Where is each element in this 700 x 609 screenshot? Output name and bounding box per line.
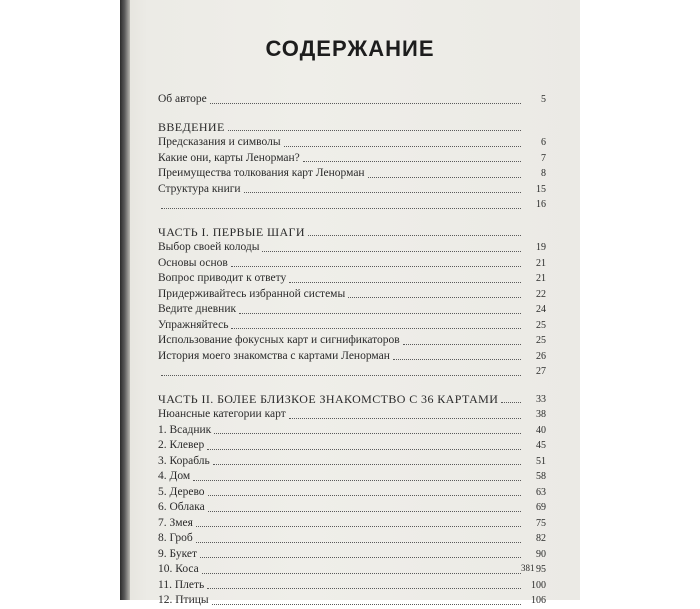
- toc-title: Выбор своей колоды: [158, 241, 260, 253]
- toc-page: 22: [536, 288, 546, 300]
- dot-leader: [208, 495, 521, 496]
- toc-section-title: ВВЕДЕНИЕ: [158, 119, 225, 134]
- toc-row: [158, 469, 546, 485]
- toc-row: [158, 407, 546, 423]
- toc-section-row: [158, 392, 546, 408]
- toc-page: 38: [536, 409, 546, 420]
- toc-row: [158, 135, 546, 151]
- toc-title: Придерживайтесь избранной системы: [158, 287, 346, 300]
- toc-page: 6: [541, 137, 546, 148]
- toc-page: 5: [541, 94, 546, 105]
- toc-page: 15: [536, 183, 546, 195]
- dot-leader: [161, 375, 521, 376]
- toc-page: 58: [536, 471, 546, 482]
- toc-section-row: [158, 120, 546, 136]
- toc-page: 24: [536, 304, 546, 315]
- toc-title: 11. Плеть: [158, 578, 205, 591]
- toc-title: 1. Всадник: [158, 423, 212, 436]
- toc-title: 6. Облака: [158, 501, 205, 513]
- toc-page: 27: [536, 366, 546, 377]
- toc-title: 7. Змея: [158, 516, 193, 529]
- toc-row: [158, 364, 546, 380]
- toc-page: 69: [536, 502, 546, 513]
- toc-title: 4. Дом: [158, 470, 191, 482]
- toc-section-title: ЧАСТЬ I. ПЕРВЫЕ ШАГИ: [158, 224, 305, 239]
- toc-title: 9. Букет: [158, 547, 197, 560]
- dot-leader: [403, 344, 521, 345]
- toc-page: 16: [536, 199, 546, 210]
- toc-page: 51: [536, 455, 546, 467]
- dot-leader: [196, 542, 521, 543]
- toc-section-row: [158, 225, 546, 241]
- dot-leader: [161, 208, 521, 209]
- toc-row: [158, 166, 546, 182]
- dot-leader: [213, 464, 521, 465]
- toc-row: [158, 333, 546, 349]
- page-title: СОДЕРЖАНИЕ: [265, 36, 435, 61]
- toc-row: [158, 92, 546, 108]
- dot-leader: [208, 511, 521, 512]
- toc-page: 33: [536, 393, 546, 405]
- toc-row: [158, 318, 546, 334]
- toc-row: [158, 531, 546, 547]
- dot-leader: [210, 103, 521, 104]
- toc-page: 45: [536, 440, 546, 451]
- toc-title: Структура книги: [158, 182, 241, 195]
- toc-page: 106: [531, 595, 546, 606]
- book-spine-shadow: [120, 0, 130, 600]
- toc-row: [158, 438, 546, 454]
- toc-title: 2. Клевер: [158, 439, 205, 451]
- toc-page: 100: [531, 579, 546, 591]
- toc-row: [158, 256, 546, 272]
- toc-row: [158, 151, 546, 167]
- toc-page: 95: [536, 564, 546, 575]
- toc-title: 12. Птицы: [158, 594, 209, 606]
- toc-row: [158, 240, 546, 256]
- toc-page: 25: [536, 335, 546, 346]
- toc-page: 26: [536, 350, 546, 362]
- toc-title: 10. Коса: [158, 563, 199, 575]
- toc-row: [158, 593, 546, 609]
- toc-title: Ведите дневник: [158, 303, 237, 315]
- toc-row: [158, 271, 546, 287]
- toc-title: 3. Корабль: [158, 454, 210, 467]
- toc-title: Вопрос приводит к ответу: [158, 272, 287, 284]
- toc-row: [158, 562, 546, 578]
- toc-page: 63: [536, 486, 546, 498]
- dot-leader: [284, 146, 521, 147]
- toc-title: Основы основ: [158, 256, 228, 269]
- toc-section-title: ЧАСТЬ II. БОЛЕЕ БЛИЗКОЕ ЗНАКОМСТВО С 36 КАРТАМИ: [158, 391, 499, 406]
- dot-leader: [393, 359, 521, 360]
- dot-leader: [289, 418, 521, 419]
- dot-leader: [196, 526, 521, 527]
- toc-row: [158, 578, 546, 594]
- toc-title: 5. Дерево: [158, 485, 205, 498]
- toc-title: Использование фокусных карт и сигнификаторов: [158, 334, 400, 346]
- toc-title: История моего знакомства с картами Ленорман: [158, 349, 390, 362]
- dot-leader: [289, 282, 521, 283]
- dot-leader: [368, 177, 521, 178]
- toc-row: [158, 349, 546, 365]
- dot-leader: [214, 433, 521, 434]
- dot-leader: [239, 313, 521, 314]
- dot-leader: [303, 161, 521, 162]
- toc-row: [158, 287, 546, 303]
- toc-row: [158, 500, 546, 516]
- toc-page: 19: [536, 242, 546, 253]
- toc-page: 90: [536, 548, 546, 560]
- dot-leader: [207, 588, 521, 589]
- dot-leader: [308, 235, 521, 236]
- toc-title: Преимущества толкования карт Ленорман: [158, 167, 365, 179]
- page-number: 381: [521, 563, 535, 573]
- dot-leader: [244, 192, 521, 193]
- toc-row: [158, 197, 546, 213]
- toc-title: 8. Гроб: [158, 532, 193, 544]
- toc-row: [158, 516, 546, 532]
- dot-leader: [207, 449, 521, 450]
- dot-leader: [212, 604, 521, 605]
- dot-leader: [348, 297, 521, 298]
- toc-page: 82: [536, 533, 546, 544]
- toc-row: [158, 182, 546, 198]
- dot-leader: [501, 402, 521, 403]
- dot-leader: [231, 266, 521, 267]
- dot-leader: [228, 130, 521, 131]
- toc-title: Об авторе: [158, 93, 207, 105]
- toc-row: [158, 547, 546, 563]
- toc-page: 75: [536, 517, 546, 529]
- dot-leader: [262, 251, 521, 252]
- toc-title: Какие они, карты Ленорман?: [158, 151, 300, 164]
- toc-page: 8: [541, 168, 546, 179]
- toc-page: 21: [536, 257, 546, 269]
- dot-leader: [231, 328, 521, 329]
- toc-page: 21: [536, 273, 546, 284]
- dot-leader: [193, 480, 521, 481]
- toc-row: [158, 485, 546, 501]
- table-of-contents: [158, 92, 546, 609]
- toc-page: 7: [541, 152, 546, 164]
- toc-title: Нюансные категории карт: [158, 408, 286, 420]
- toc-row: [158, 302, 546, 318]
- toc-title: Упражняйтесь: [158, 318, 229, 331]
- dot-leader: [202, 573, 521, 574]
- dot-leader: [200, 557, 521, 558]
- toc-title: Предсказания и символы: [158, 136, 281, 148]
- toc-page: 40: [536, 424, 546, 436]
- toc-row: [158, 423, 546, 439]
- toc-row: [158, 454, 546, 470]
- toc-page: 25: [536, 319, 546, 331]
